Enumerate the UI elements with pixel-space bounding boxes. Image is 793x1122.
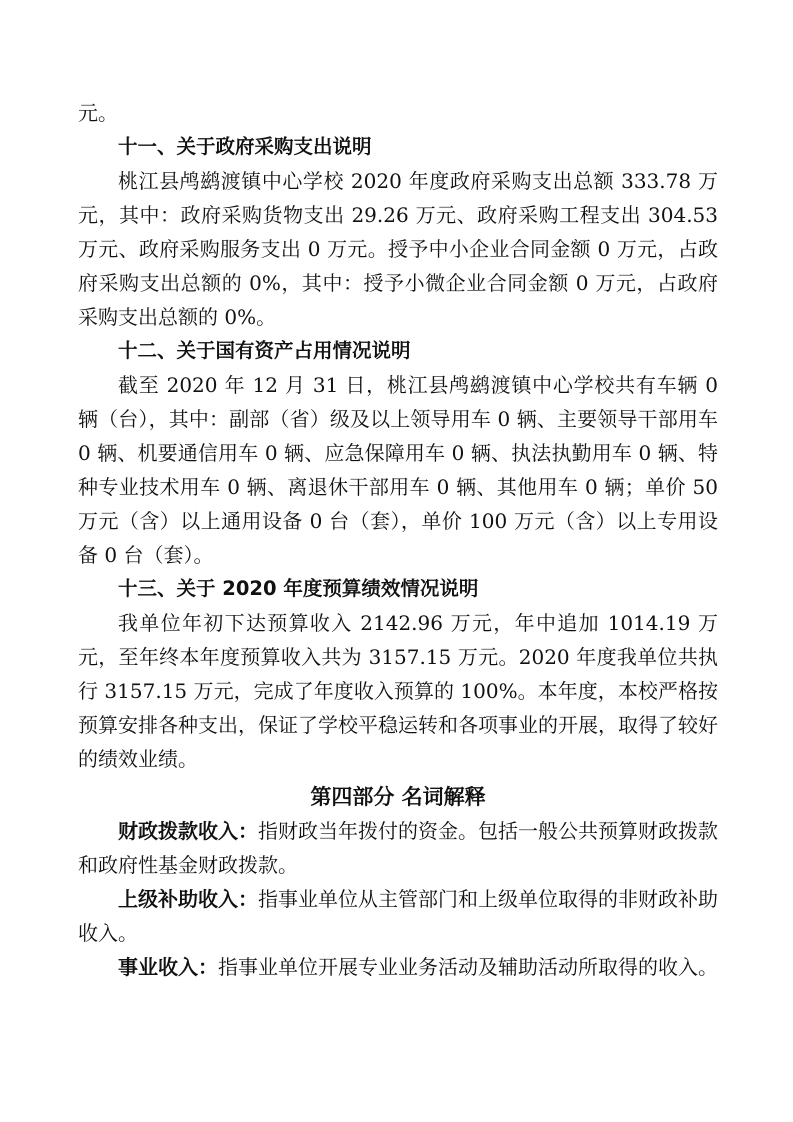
term-definition [78, 950, 718, 984]
term-definition [78, 882, 718, 950]
section-heading-performance: 十三、关于 2020 年度预算绩效情况说明 [118, 577, 479, 600]
term-text: 指事业单位开展专业业务活动及辅助活动所取得的收入。 [218, 955, 718, 979]
section-heading-assets: 十二、关于国有资产占用情况说明 [118, 339, 411, 362]
part-four-title: 第四部分 名词解释 [310, 785, 486, 809]
term-label: 事业收入： [118, 955, 218, 979]
section-heading-procurement: 十一、关于政府采购支出说明 [118, 135, 372, 158]
section-body-performance: 我单位年初下达预算收入 2142.96 万元，年中追加 1014.19 万元，至年终本年度预算收入共为 3157.15 万元。2020 年度我单位共执行 3157.15 万元，完成了年度收入预算的 100%。本年度，本校严格按预算安排各种支出，保证了学校平稳运转和各项事业的开展，取得了较好的绩效业绩。 [78, 611, 718, 771]
section-body-procurement: 桃江县鸬鹚渡镇中心学校 2020 年度政府采购支出总额 333.78 万元，其中：政府采购货物支出 29.26 万元、政府采购工程支出 304.53 万元、政府采购服务支出 0 万元。授予中小企业合同金额 0 万元，占政府采购支出总额的 0%，其中：授予小微企业合同金额 0 万元，占政府采购支出总额的 0%。 [78, 169, 718, 329]
term-label: 上级补助收入： [118, 887, 258, 911]
term-label: 财政拨款收入： [118, 819, 258, 843]
term-definition [78, 814, 718, 882]
term-text: 指财政当年拨付的资金。包括一般公共预算财政拨款和政府性基金财政拨款。 [78, 819, 718, 877]
section-body-assets: 截至 2020 年 12 月 31 日，桃江县鸬鹚渡镇中心学校共有车辆 0 辆（台），其中：副部（省）级及以上领导用车 0 辆、主要领导干部用车 0 辆、机要通信用车 0 辆、应急保障用车 0 辆、执法执勤用车 0 辆、特种专业技术用车 0 辆、离退休干部用车 0 辆、其他用车 0 辆；单价 50 万元（含）以上通用设备 0 台（套），单价 100 万元（含）以上专用设备 0 台（套）。 [78, 373, 718, 567]
term-text: 指事业单位从主管部门和上级单位取得的非财政补助收入。 [78, 887, 718, 945]
continuation-text: 元。 [78, 101, 118, 125]
